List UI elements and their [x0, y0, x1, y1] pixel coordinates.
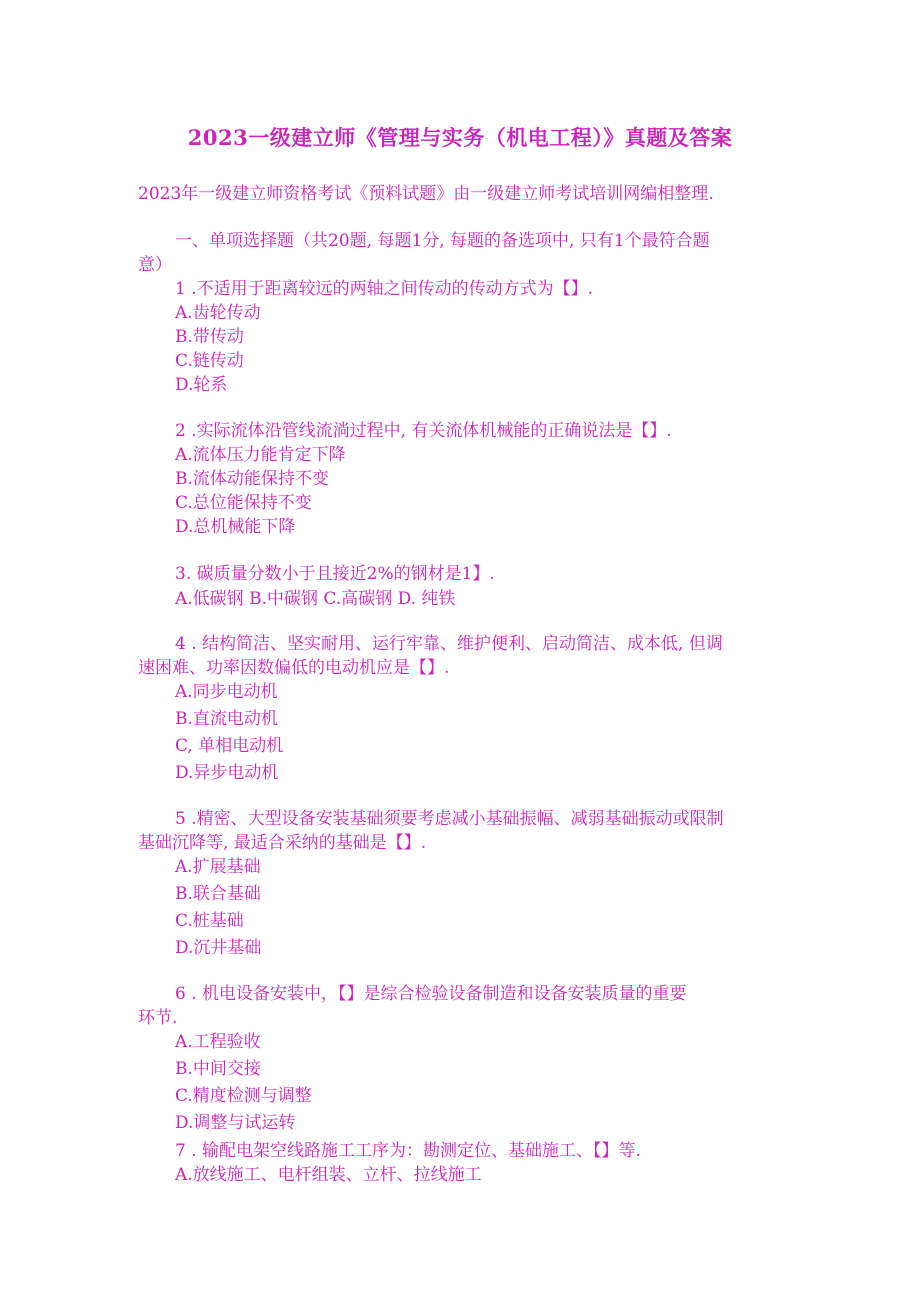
question-6-stem-cont: 环节.	[138, 1008, 178, 1028]
question-6-option-b: B.中间交接	[175, 1059, 261, 1079]
question-6-option-c: C.精度检测与调整	[175, 1086, 312, 1106]
intro-text: 2023年一级建立师资格考试《预料试题》由一级建立师考试培训网编相整理.	[138, 184, 714, 204]
question-7-option-a: A.放线施工、电杆组装、立杆、拉线施工	[175, 1165, 482, 1185]
question-5-stem-cont: 基础沉降等, 最适合采纳的基础是【】.	[138, 833, 427, 853]
question-2-stem: 2 .实际流体沿管线流淌过程中, 有关流体机械能的正确说法是【】.	[175, 421, 672, 441]
question-3-stem: 3. 碳质量分数小于且接近2%的钢材是1】.	[175, 564, 495, 584]
question-6-option-a: A.工程验收	[175, 1032, 261, 1052]
question-2-option-a: A.流体压力能肯定下降	[175, 445, 346, 465]
question-1-option-b: B.带传动	[175, 327, 244, 347]
question-7-stem: 7 . 输配电架空线路施工工序为：勘测定位、基础施工、【】等.	[175, 1141, 641, 1161]
question-5-stem: 5 .精密、大型设备安装基础须要考虑减小基础振幅、减弱基础振动或限制	[175, 809, 724, 829]
question-4-option-a: A.同步电动机	[175, 682, 278, 702]
question-2-option-c: C.总位能保持不变	[175, 493, 312, 513]
question-5-option-a: A.扩展基础	[175, 857, 261, 877]
question-1-option-c: C.链传动	[175, 351, 244, 371]
question-4-option-b: B.直流电动机	[175, 709, 278, 729]
question-1-option-a: A.齿轮传动	[175, 303, 261, 323]
question-5-option-d: D.沉井基础	[175, 938, 262, 958]
question-2-option-d: D.总机械能下降	[175, 517, 296, 537]
question-1-stem: 1 .不适用于距离较远的两轴之间传动的传动方式为【】.	[175, 279, 594, 299]
question-3-options: A.低碳钢 B.中碳钢 C.高碳钢 D. 纯铁	[175, 589, 456, 609]
question-5-option-c: C.桩基础	[175, 911, 244, 931]
document-title: 2023一级建立师《管理与实务（机电工程）》真题及答案	[187, 125, 733, 150]
question-4-stem-cont: 速困难、功率因数偏低的电动机应是【】.	[138, 658, 450, 678]
question-4-option-d: D.异步电动机	[175, 763, 279, 783]
question-1-option-d: D.轮系	[175, 375, 228, 395]
question-5-option-b: B.联合基础	[175, 884, 261, 904]
question-6-option-d: D.调整与试运转	[175, 1113, 296, 1133]
question-4-option-c: C, 单相电动机	[175, 736, 284, 756]
question-2-option-b: B.流体动能保持不变	[175, 469, 329, 489]
section-header-cont: 意）	[138, 255, 172, 275]
question-4-stem: 4 . 结构简洁、坚实耐用、运行牢靠、维护便利、启动简洁、成本低, 但调	[175, 634, 723, 654]
question-6-stem: 6 . 机电设备安装中，【】是综合检验设备制造和设备安装质量的重要	[175, 984, 687, 1004]
section-header: 一、单项选择题（共20题, 每题1分, 每题的备选项中, 只有1个最符合题	[175, 231, 710, 251]
